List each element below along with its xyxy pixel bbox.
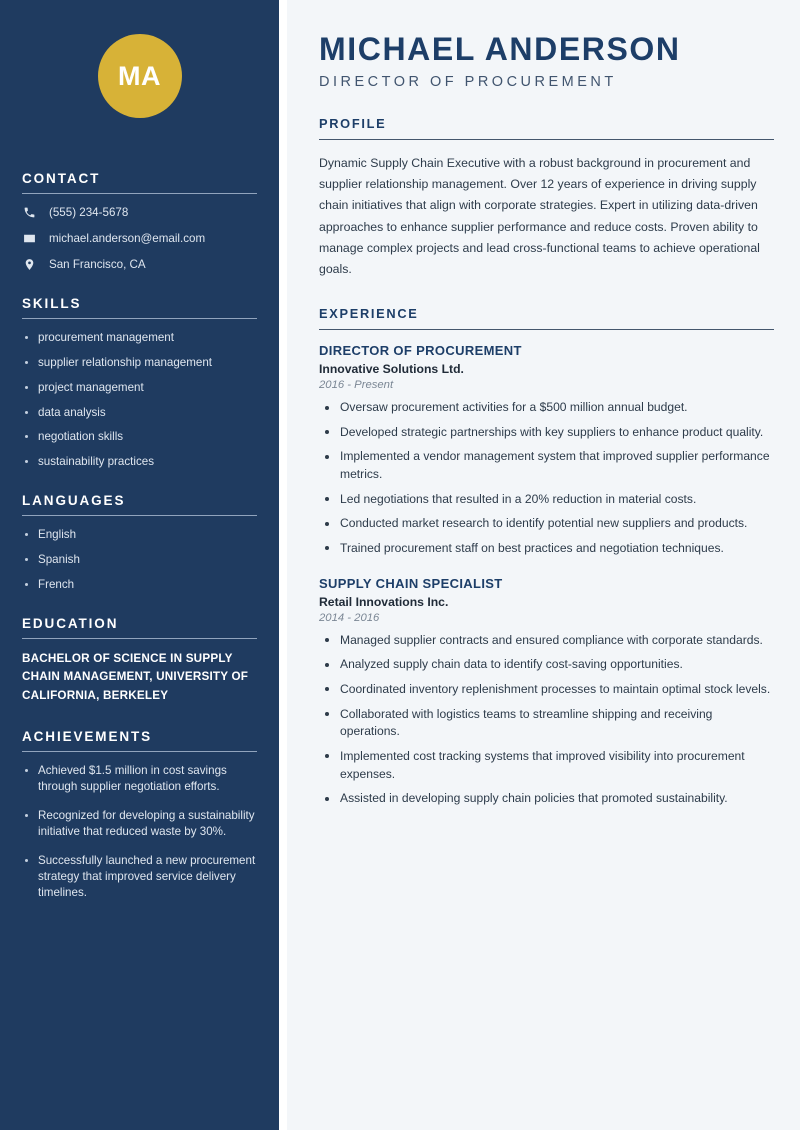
experience-bullets xyxy=(319,632,774,808)
experience-dates: 2016 - Present xyxy=(319,379,394,392)
list-item: Successfully launched a new procurement strategy that improved service delivery timelines. xyxy=(22,853,257,902)
list-item: Trained procurement staff on best practices and negotiation techniques. xyxy=(319,540,774,558)
list-item: Recognized for developing a sustainability initiative that reduced waste by 30%. xyxy=(22,808,257,841)
contact-section xyxy=(22,171,257,272)
experience-role: DIRECTOR OF PROCUREMENT xyxy=(319,343,522,359)
languages-heading: LANGUAGES xyxy=(22,493,126,509)
list-item: project management xyxy=(22,380,257,395)
email-icon xyxy=(22,231,37,246)
experience-section xyxy=(319,306,774,808)
contact-heading: CONTACT xyxy=(22,171,101,186)
list-item: data analysis xyxy=(22,405,257,420)
profile-text: Dynamic Supply Chain Executive with a robust background in procurement and supplier relationship management. Over 12 years of experience in driving supply chain initiatives that align with corporate strategies. Expert in utilizing data-driven approaches to enhance supplier performance and reduce costs. Proven ability to manage complex projects and lead cross-functional teams to achieve operational goals. xyxy=(319,156,760,276)
header-job-title: DIRECTOR OF PROCUREMENT xyxy=(319,74,617,91)
education-section xyxy=(22,616,257,704)
list-item: Led negotiations that resulted in a 20% reduction in material costs. xyxy=(319,491,774,509)
list-item: Collaborated with logistics teams to streamline shipping and receiving operations. xyxy=(319,706,774,741)
achievements-list xyxy=(22,763,257,902)
list-item: sustainability practices xyxy=(22,454,257,469)
experience-divider xyxy=(319,329,774,330)
languages-divider xyxy=(22,515,257,516)
skills-section xyxy=(22,296,257,469)
avatar xyxy=(98,34,182,118)
list-item: negotiation skills xyxy=(22,429,257,444)
page-title: MICHAEL ANDERSON xyxy=(319,31,681,67)
sidebar xyxy=(0,0,279,1130)
contact-location xyxy=(22,257,257,272)
contact-phone xyxy=(22,205,257,220)
skills-list xyxy=(22,330,257,469)
contact-list xyxy=(22,205,257,272)
avatar-initials: MA xyxy=(118,60,161,91)
experience-dates: 2014 - 2016 xyxy=(319,611,380,624)
column-gap xyxy=(279,0,287,1130)
list-item: Achieved $1.5 million in cost savings through supplier negotiation efforts. xyxy=(22,763,257,796)
list-item: English xyxy=(22,527,257,542)
education-divider xyxy=(22,638,257,639)
contact-phone-value: (555) 234-5678 xyxy=(49,206,129,219)
list-item: Managed supplier contracts and ensured compliance with corporate standards. xyxy=(319,632,774,650)
experience-entry xyxy=(319,576,774,808)
list-item: Spanish xyxy=(22,552,257,567)
experience-bullets xyxy=(319,399,774,558)
location-pin-icon xyxy=(22,257,37,272)
profile-section xyxy=(319,116,774,280)
experience-role: SUPPLY CHAIN SPECIALIST xyxy=(319,575,503,591)
list-item: Oversaw procurement activities for a $500 million annual budget. xyxy=(319,399,774,417)
experience-company: Retail Innovations Inc. xyxy=(319,594,449,609)
avatar-container xyxy=(22,0,257,128)
list-item: supplier relationship management xyxy=(22,355,257,370)
list-item: Coordinated inventory replenishment processes to maintain optimal stock levels. xyxy=(319,681,774,699)
languages-list xyxy=(22,527,257,592)
list-item: Conducted market research to identify potential new suppliers and products. xyxy=(319,515,774,533)
languages-section xyxy=(22,493,257,592)
list-item: Assisted in developing supply chain policies that promoted sustainability. xyxy=(319,790,774,808)
achievements-heading: ACHIEVEMENTS xyxy=(22,728,153,744)
experience-company: Innovative Solutions Ltd. xyxy=(319,362,464,377)
list-item: Developed strategic partnerships with key suppliers to enhance product quality. xyxy=(319,424,774,442)
experience-entry xyxy=(319,343,774,558)
achievements-divider xyxy=(22,751,257,752)
phone-icon xyxy=(22,205,37,220)
list-item: Implemented a vendor management system that improved supplier performance metrics. xyxy=(319,448,774,483)
list-item: French xyxy=(22,577,257,592)
education-heading: EDUCATION xyxy=(22,616,119,632)
header xyxy=(319,32,774,90)
contact-location-value: San Francisco, CA xyxy=(49,258,146,272)
contact-email-value: michael.anderson@email.com xyxy=(49,232,206,246)
profile-heading: PROFILE xyxy=(319,116,387,132)
list-item: Analyzed supply chain data to identify cost-saving opportunities. xyxy=(319,656,774,674)
main-content xyxy=(287,0,800,1130)
list-item: procurement management xyxy=(22,330,257,345)
skills-divider xyxy=(22,318,257,319)
contact-divider xyxy=(22,193,257,194)
contact-email xyxy=(22,231,257,246)
education-entry: BACHELOR OF SCIENCE IN SUPPLY CHAIN MANAGEMENT, UNIVERSITY OF CALIFORNIA, BERKELEY xyxy=(22,652,249,702)
experience-heading: EXPERIENCE xyxy=(319,306,419,322)
list-item: Implemented cost tracking systems that improved visibility into procurement expenses. xyxy=(319,748,774,783)
achievements-section xyxy=(22,729,257,902)
skills-heading: SKILLS xyxy=(22,296,82,312)
profile-divider xyxy=(319,139,774,140)
